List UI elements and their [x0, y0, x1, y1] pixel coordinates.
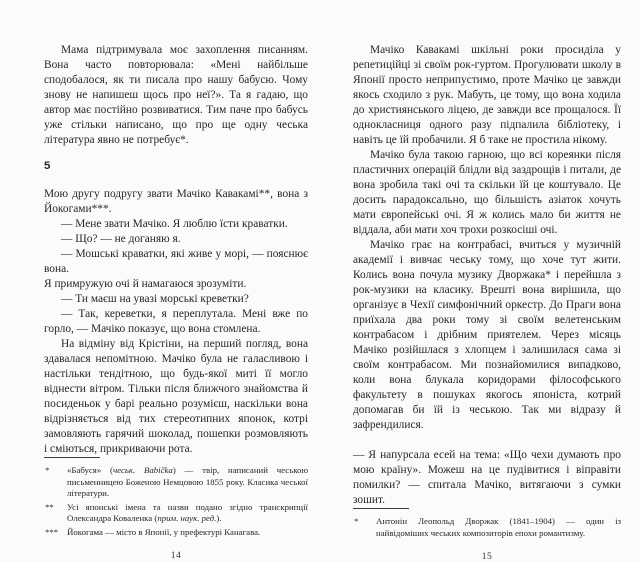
- page-text: [353, 43, 621, 508]
- dialogue-line: — Мене звати Мачіко. Я люблю їсти краватки.: [61, 218, 288, 230]
- footnote: [44, 465, 308, 500]
- footnote-marker: *: [45, 465, 50, 475]
- footnote-divider: [44, 457, 100, 458]
- dialogue-line: — Ти маєш на увазі морські креветки?: [61, 293, 249, 305]
- dialogue-line: — Мошські краватки, які живе у морі, — пояснює вона.: [44, 248, 308, 275]
- dialogue-line: — Що? — не доганяю я.: [61, 233, 181, 245]
- footnotes-block: [353, 508, 621, 541]
- footnote-text: Усі японські імена та назви подано згідно транскрипції Олександра Коваленка (: [67, 501, 308, 523]
- footnote: [44, 502, 308, 525]
- paragraph: Мачіко Кавакамі шкільні роки просиділа у репетиційці зі своїм рок-гуртом. Прогулювати школу в Японії просто неприпустимо, проте Мачіко це завжди якось сходило з рук. Мабуть, це тому, що вона ходила до християнського ліцею, де завжди все прощалося. Її однокласниця одного разу підпалила бібліотеку, і навіть це їй пробачили. Я б таке не простила нікому.: [353, 44, 621, 146]
- footnote: [44, 527, 308, 539]
- footnote-marker: ***: [45, 526, 59, 537]
- page-15: [320, 0, 640, 562]
- paragraph: Мачіко була такою гарною, що всі кореянки після пластичних операцій блідли від заздрощів і питали, де вона зробила такі очі та скільки їй це коштувало. Це досить парадоксально, що більшість азіаток хочуть мати європейські очі. Я ж колись мало би життя не віддала, аби мати хоч трохи розкосіші очі.: [353, 149, 621, 236]
- footnote-text-italic: чеськ. Babička: [112, 465, 173, 475]
- footnote-text: Йокогама — місто в Японії, у префектурі Канагава.: [67, 526, 261, 537]
- footnote-text: Антонін Леопольд Дворжак (1841–1904) — один із найвідоміших чеських композиторів епохи романтизму.: [376, 516, 621, 538]
- paragraph: Я примружую очі й намагаюся зрозуміти.: [44, 278, 247, 290]
- page-number: 15: [481, 552, 493, 562]
- footnote: [353, 516, 621, 539]
- footnote-marker: *: [354, 516, 359, 526]
- paragraph: Мачіко грає на контрабасі, вчиться у музичній академії і вивчає чеську тому, що хоче тут жити. Колись вона почула музику Дворжака* і перейшла з рок-музики на класику. Врешті вона вирішила, що організує в Чехії симфонічний оркестр. До Праги вона приїхала два роки тому зі своїм велетенським контрабасом і дрібним приятелем. Через місяць Мачіко розійшлася з хлопцем і залишилася сама зі своїм контрабасом. Ми познайомилися випадково, коли вона блукала коридорами філософського факультету в пошуках якогось японіста, котрий допомагав би їй із чеською. Так ми відразу й зафрендилися.: [353, 239, 621, 431]
- footnote-divider: [353, 508, 409, 509]
- footnote-text: «Бабуся» (: [67, 465, 113, 475]
- footnotes-block: [44, 457, 308, 540]
- page-text: [44, 43, 308, 457]
- footnote-text-italic: прим. наук. ред.: [157, 513, 217, 523]
- dialogue-line: — Так, кереветки, я переплутала. Мені вже по горло, — Мачіко показує, що вона стомлена.: [44, 308, 308, 335]
- page-number: 14: [170, 551, 182, 561]
- footnote-marker: **: [45, 501, 54, 512]
- paragraph: Мама підтримувала моє захоплення писанням. Вона часто повторювала: «Мені найбільше сподобалося, як ти писала про нашу бабусю. Чому знову не напишеш щось про неї?». Та я гадаю, що автор має постійно розвиватися. Тим паче про бабусь уже стільки написано, що про ще одну чеська література явно не потребує*.: [44, 44, 308, 146]
- paragraph: Мою другу подругу звати Мачіко Кавакамі**, вона з Йокогами***.: [44, 188, 308, 215]
- paragraph: На відміну від Крістіни, на перший погляд, вона здавалася непомітною. Мачіко була не галасливою і настільки тендітною, що будь-якої миті її могло віднести вітром. Тільки після ближчого знайомства й посиденьок у барі реально розумієш, наскільки вона відрізняється від тих стереотипних японок, котрі замовляють гарячий шоколад, пошепки розмовляють і сміються, прикриваючи рота.: [44, 338, 308, 455]
- dialogue-line: — Я напурсала есей на тема: «Що чехи думають про мою країну». Можеш на це пудівитися і віправіти помилки? — спитала Мачіко, витягаючи з сумки зошит.: [353, 449, 621, 506]
- chapter-heading: 5: [44, 160, 51, 172]
- page-14: [0, 0, 320, 561]
- footnote-text: ).: [216, 513, 222, 523]
- footnote-text: ) — твір, написаний чеською письменницею Боженою Немцовою 1855 року. Класика чеської літератури.: [67, 465, 309, 498]
